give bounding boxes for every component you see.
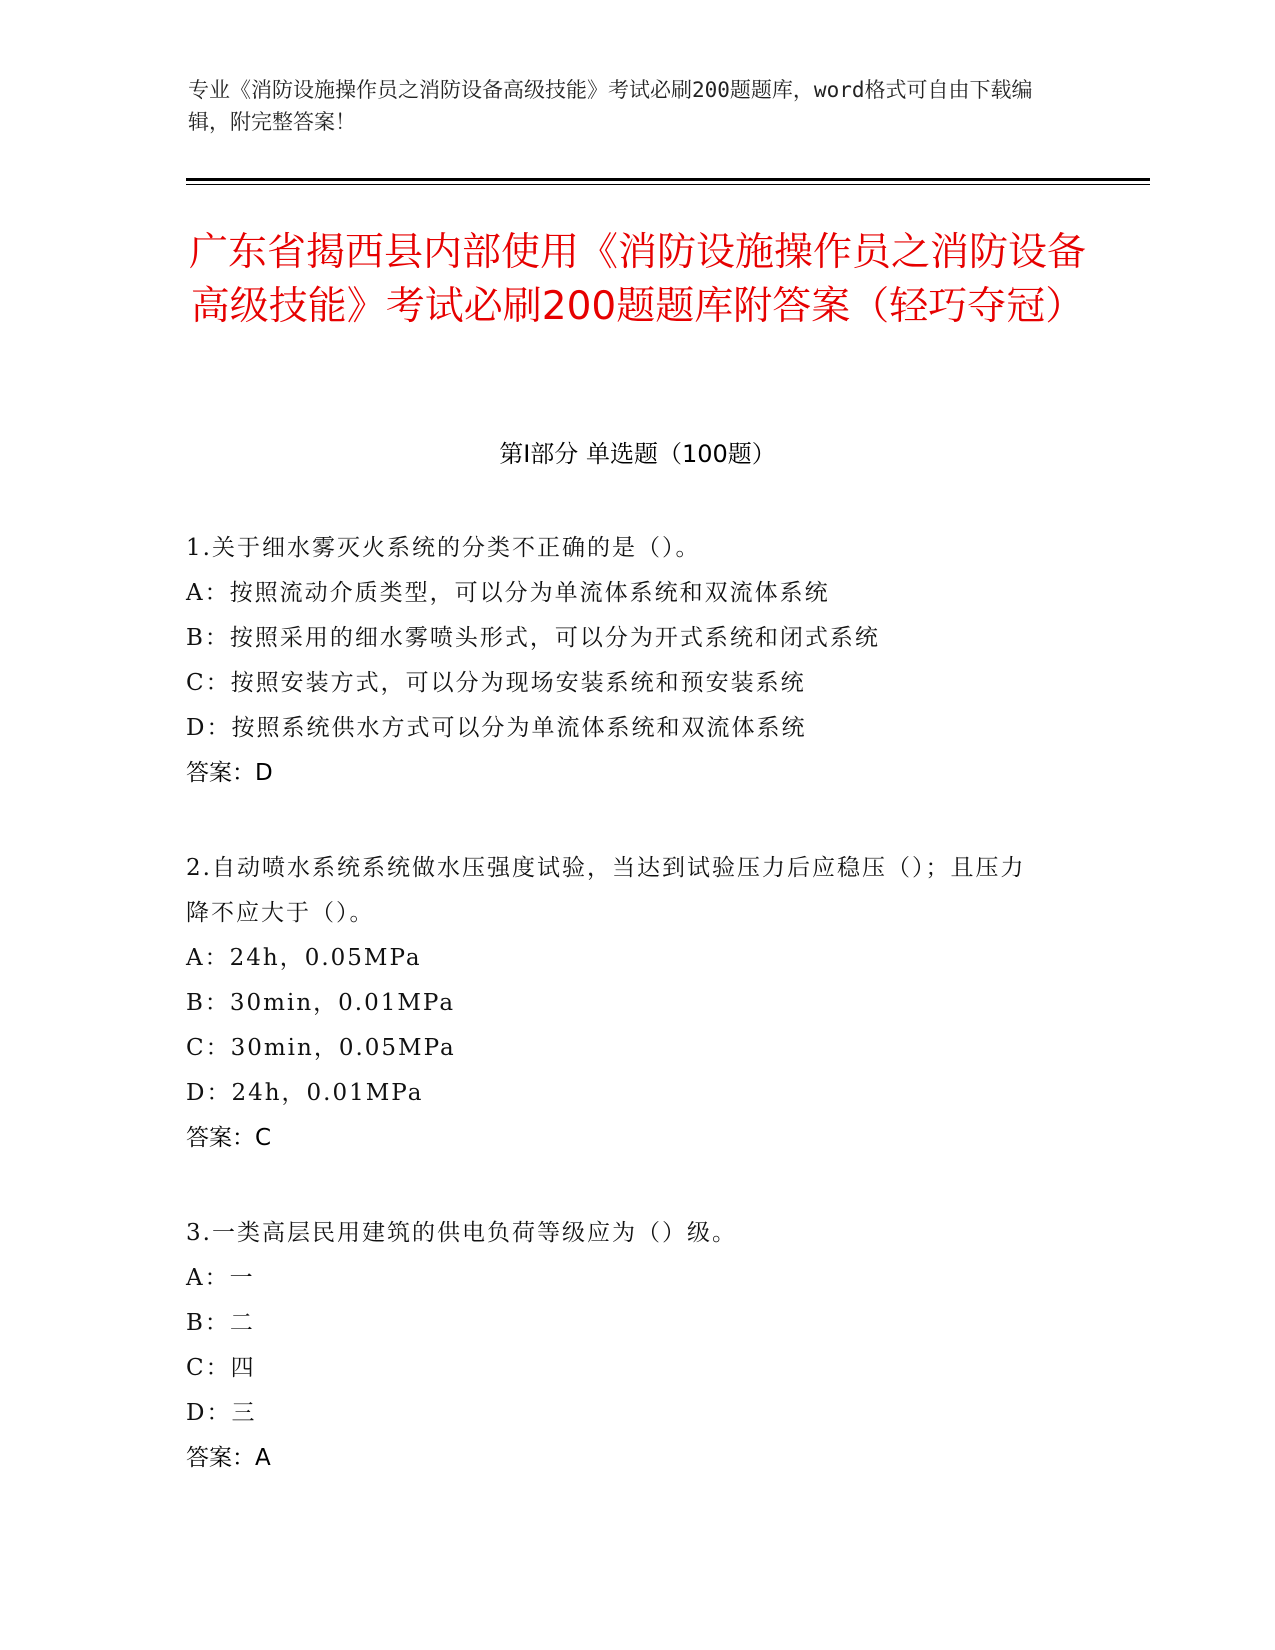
header-divider-thin: [186, 184, 1150, 185]
option-a: A：按照流动介质类型，可以分为单流体系统和双流体系统: [186, 580, 830, 606]
option-a: A：24h，0.05MPa: [186, 945, 422, 971]
option-c: C：30min，0.05MPa: [186, 1035, 456, 1061]
answer-prefix: 答案：: [186, 760, 255, 786]
option-b: B：30min，0.01MPa: [186, 990, 456, 1016]
answer-value: C: [255, 1125, 272, 1151]
question-2: [186, 846, 1086, 1161]
question-3: [186, 1211, 1086, 1481]
answer-value: D: [255, 760, 273, 786]
header-note: 专业《消防设施操作员之消防设备高级技能》考试必刷200题题库，word格式可自由下载编辑，附完整答案！: [188, 78, 1033, 134]
option-c: C：按照安装方式，可以分为现场安装系统和预安装系统: [186, 670, 806, 696]
answer-value: A: [255, 1445, 271, 1471]
question-stem: 3.一类高层民用建筑的供电负荷等级应为（）级。: [186, 1220, 737, 1246]
header-divider-thick: [186, 178, 1150, 181]
answer-prefix: 答案：: [186, 1445, 255, 1471]
answer: [186, 751, 1086, 796]
question-1: [186, 526, 1086, 796]
answer-prefix: 答案：: [186, 1125, 255, 1151]
option-b: B：二: [186, 1310, 255, 1336]
option-a: A：一: [186, 1265, 255, 1291]
section-heading: 第Ⅰ部分 单选题（100题）: [499, 440, 776, 468]
question-stem: 2.自动喷水系统系统做水压强度试验，当达到试验压力后应稳压（）；且压力降不应大于（）。: [186, 855, 1026, 926]
option-d: D：三: [186, 1400, 257, 1426]
question-list: [186, 526, 1086, 1531]
answer: [186, 1116, 1086, 1161]
answer: [186, 1436, 1086, 1481]
option-b: B：按照采用的细水雾喷头形式，可以分为开式系统和闭式系统: [186, 625, 880, 651]
document-title: 广东省揭西县内部使用《消防设施操作员之消防设备高级技能》考试必刷200题题库附答案（轻巧夺冠）: [188, 230, 1086, 329]
option-d: D：按照系统供水方式可以分为单流体系统和双流体系统: [186, 715, 807, 741]
option-c: C：四: [186, 1355, 256, 1381]
option-d: D：24h，0.01MPa: [186, 1080, 424, 1106]
question-stem: 1.关于细水雾灭火系统的分类不正确的是（）。: [186, 535, 701, 561]
